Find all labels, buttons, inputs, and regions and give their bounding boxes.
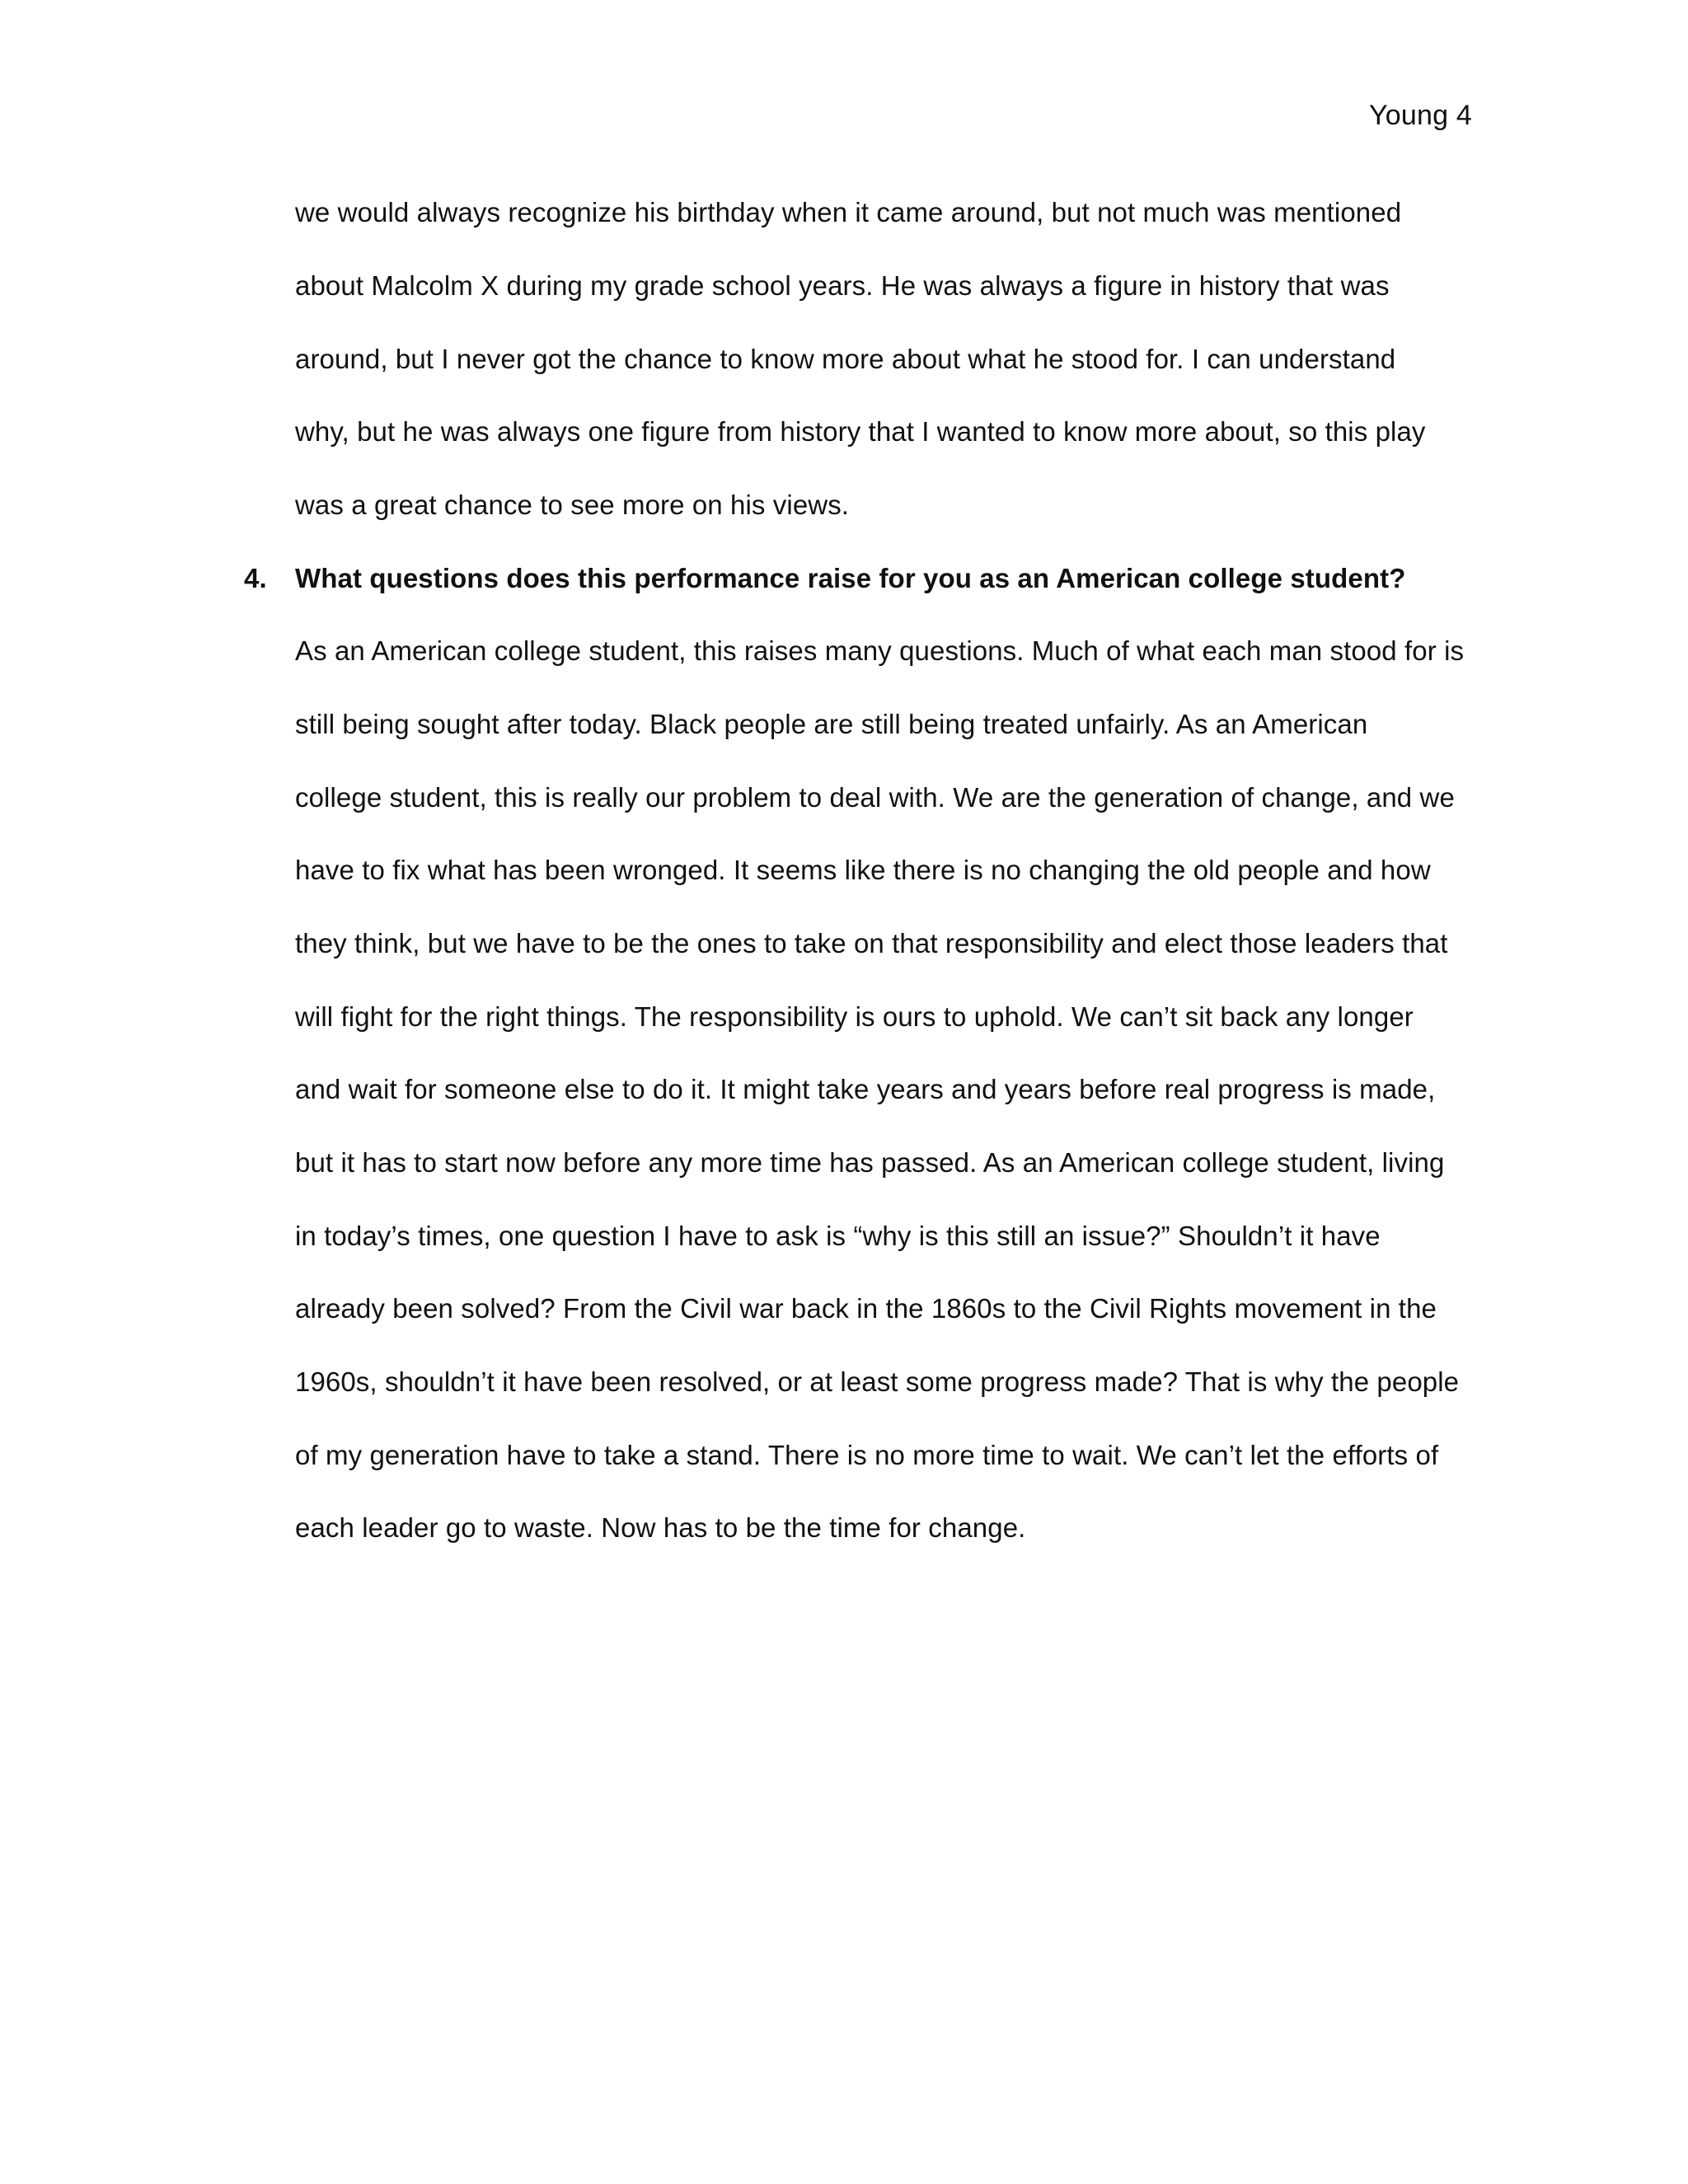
- body-line: around, but I never got the chance to know more about what he stood for. I can understand: [295, 344, 1396, 374]
- answer-line: As an American college student, this raises many questions. Much of what each man stood for is: [295, 635, 1465, 666]
- question-number: 4.: [244, 563, 267, 593]
- question-text: What questions does this performance raise for you as an American college student?: [295, 563, 1406, 593]
- answer-line: and wait for someone else to do it. It might take years and years before real progress is made,: [295, 1074, 1436, 1104]
- answer-line: each leader go to waste. Now has to be the time for change.: [295, 1512, 1026, 1543]
- answer-line: will fight for the right things. The responsibility is ours to uphold. We can’t sit back any longer: [295, 1001, 1414, 1032]
- answer-line: have to fix what has been wronged. It seems like there is no changing the old people and how: [295, 855, 1431, 885]
- running-head: Young 4: [1369, 100, 1472, 131]
- answer-line: but it has to start now before any more time has passed. As an American college student, living: [295, 1147, 1445, 1178]
- answer-line: still being sought after today. Black people are still being treated unfairly. As an American: [295, 709, 1368, 739]
- answer-line: in today’s times, one question I have to ask is “why is this still an issue?” Shouldn’t it have: [295, 1221, 1381, 1251]
- answer-line: they think, but we have to be the ones to take on that responsibility and elect those leaders that: [295, 928, 1448, 958]
- answer-line: 1960s, shouldn’t it have been resolved, or at least some progress made? That is why the people: [295, 1366, 1460, 1397]
- body-line: why, but he was always one figure from history that I wanted to know more about, so this play: [295, 416, 1426, 447]
- question-heading: [244, 560, 1406, 597]
- body-line: about Malcolm X during my grade school years. He was always a figure in history that was: [295, 270, 1390, 301]
- body-line: we would always recognize his birthday when it came around, but not much was mentioned: [295, 197, 1402, 227]
- body-line: was a great chance to see more on his views.: [295, 490, 850, 520]
- answer-line: college student, this is really our problem to deal with. We are the generation of change, and we: [295, 782, 1455, 813]
- answer-line: of my generation have to take a stand. There is no more time to wait. We can’t let the efforts of: [295, 1440, 1439, 1470]
- answer-line: already been solved? From the Civil war back in the 1860s to the Civil Rights movement in the: [295, 1293, 1437, 1324]
